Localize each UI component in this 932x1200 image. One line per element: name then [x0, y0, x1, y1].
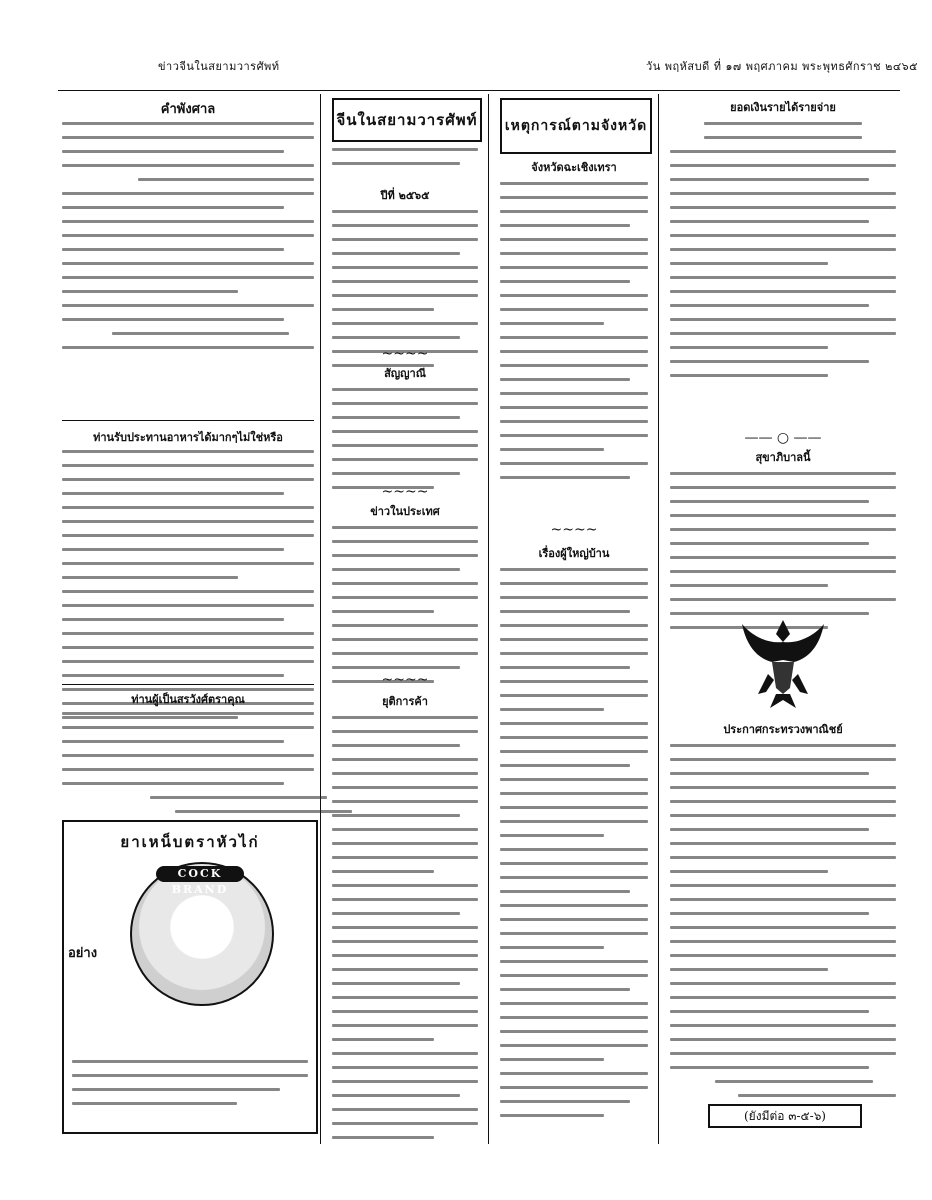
col1-heading-3: ท่านผู้เป็นสรวังศ์ตราคุณ — [131, 693, 245, 706]
column-rule — [658, 94, 659, 1144]
ornament-divider: —— ○ —— — [744, 430, 822, 446]
ornament-divider: ~~~~ — [381, 672, 429, 688]
col1-heading-2: ท่านรับประทานอาหารได้มากๆไม่ใช่หรือ — [93, 431, 283, 444]
col4-heading-2: สุขาภิบาลนี้ — [755, 451, 811, 464]
ornament-divider: ~~~~ — [381, 484, 429, 500]
ad-side-text: อย่าง — [68, 946, 98, 961]
col4-article-1 — [670, 122, 896, 388]
col2-masthead-sub — [332, 148, 478, 176]
col4-heading-1: ยอดเงินรายได้รายจ่าย — [730, 101, 836, 114]
col2-year-heading: ปีที่ ๒๕๖๕ — [380, 189, 430, 202]
col4-heading-3: ประกาศกระทรวงพาณิชย์ — [723, 723, 843, 736]
col4-article-3 — [670, 744, 896, 1108]
col1-article-3 — [62, 712, 314, 824]
col3-article-1 — [500, 182, 648, 490]
col2-heading-4: ยุติการค้า — [382, 695, 428, 708]
ad-brand-label: COCK BRAND — [156, 866, 244, 882]
col2-heading-2: สัญญาณี — [384, 367, 426, 380]
ad-body-text — [72, 1060, 308, 1116]
masthead-title: จีนในสยามวารศัพท์ — [336, 111, 478, 129]
newspaper-page — [48, 44, 918, 1154]
column-rule — [320, 94, 321, 1144]
col3-article-2 — [500, 568, 648, 1128]
cock-brand-ad — [62, 820, 318, 1134]
garuda-emblem-icon — [738, 614, 828, 710]
col1-article-2 — [62, 450, 314, 730]
running-head-right: วัน พฤหัสบดี ที่ ๑๗ พฤศภาคม พระพุทธศักราช ๒๔๖๕ — [646, 60, 918, 73]
col2-heading-3: ข่าวในประเทศ — [370, 505, 440, 518]
ad-title: ยาเหน็บตราหัวไก่ — [120, 833, 260, 851]
continued-note: (ยังมีต่อ ๓-๕-๖) — [708, 1104, 862, 1128]
col1-heading-1: คำพังศาล — [160, 102, 216, 117]
divider — [62, 684, 314, 685]
col3-sub-heading: จังหวัดฉะเชิงเทรา — [531, 161, 617, 174]
col1-article-1 — [62, 122, 314, 360]
ornament-divider: ~~~~ — [381, 346, 429, 362]
col2-article-4 — [332, 716, 478, 1150]
masthead-box — [332, 98, 482, 142]
divider — [62, 420, 314, 421]
provincial-news-box — [500, 98, 652, 154]
col2-article-3 — [332, 526, 478, 694]
running-head-left: ข่าวจีนในสยามวารศัพท์ — [158, 60, 280, 73]
ornament-divider: ~~~~ — [550, 522, 598, 538]
running-head — [158, 56, 918, 76]
column-rule — [488, 94, 489, 1144]
provincial-news-title: เหตุการณ์ตามจังหวัด — [504, 118, 648, 134]
col3-heading-2: เรื่องผู้ใหญ่บ้าน — [538, 547, 610, 560]
top-rule — [58, 90, 900, 91]
